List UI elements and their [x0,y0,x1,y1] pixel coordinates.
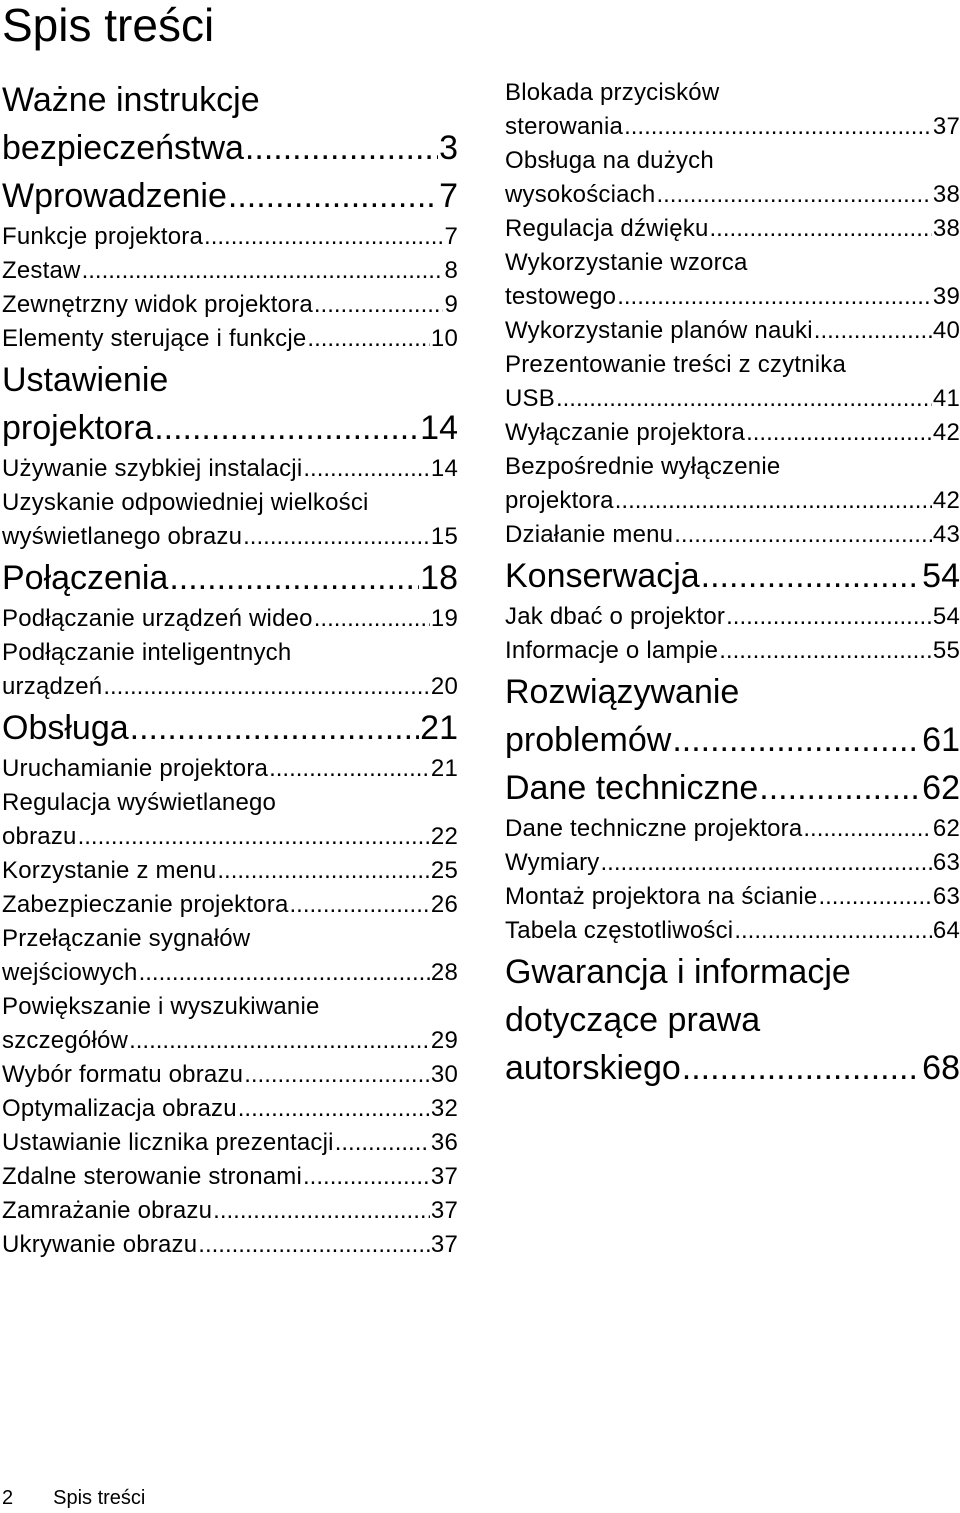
toc-section[interactable] [505,600,960,634]
toc-chapter[interactable] [2,76,458,172]
dot-leader [169,554,419,602]
toc-page-number: 25 [430,857,458,884]
dot-leader [335,1126,430,1160]
toc-section[interactable] [505,416,960,450]
dot-leader [204,220,443,254]
toc-entry-title: Zewnętrzny widok projektora [2,291,313,318]
toc-page-number: 15 [430,523,458,550]
dot-leader [243,520,430,554]
toc-entry-title: Połączenia [2,559,169,597]
dot-leader [307,322,429,356]
dot-leader [228,172,438,220]
toc-page-number: 29 [430,1027,458,1054]
toc-page-number: 43 [932,521,960,548]
toc-entry-title-line: Obsługa na dużych [505,147,714,174]
toc-entry-title-line: Wykorzystanie wzorca [505,249,748,276]
footer-section-title: Spis treści [53,1487,146,1509]
toc-entry-title: Informacje o lampie [505,637,719,664]
toc-entry-title: projektora [505,487,614,514]
toc-entry-title-line: Podłączanie inteligentnych [2,639,292,666]
dot-leader [656,178,931,212]
toc-entry-title: obrazu [2,823,77,850]
toc-section[interactable] [505,314,960,348]
dot-leader [672,716,921,764]
toc-entry-title-line: dotyczące prawa [505,1001,761,1039]
toc-entry-title: wyświetlanego obrazu [2,523,243,550]
toc-chapter[interactable] [505,552,960,600]
toc-page-number: 7 [444,223,458,250]
toc-section[interactable] [2,322,458,356]
toc-section[interactable] [2,486,458,554]
toc-entry-title: urządzeń [2,673,103,700]
dot-leader [818,880,931,914]
toc-chapter[interactable] [505,668,960,764]
toc-page-number: 37 [932,113,960,140]
dot-leader [814,314,932,348]
toc-page-number: 28 [430,959,458,986]
toc-section[interactable] [505,812,960,846]
toc-chapter[interactable] [2,172,458,220]
toc-chapter[interactable] [2,704,458,752]
toc-section[interactable] [2,1160,458,1194]
toc-entry-title: wejściowych [2,959,138,986]
toc-page-number: 8 [444,257,458,284]
dot-leader [314,288,444,322]
toc-page-number: 21 [430,755,458,782]
dot-leader [82,254,444,288]
toc-entry-title: Podłączanie urządzeń wideo [2,605,313,632]
dot-leader [556,382,932,416]
toc-entry-title: Funkcje projektora [2,223,204,250]
dot-leader [803,812,932,846]
toc-section[interactable] [2,602,458,636]
toc-column-right [505,76,960,1092]
toc-section[interactable] [505,450,960,518]
toc-page-number: 22 [430,823,458,850]
dot-leader [238,1092,430,1126]
toc-page-number: 54 [922,557,960,595]
toc-page-number: 63 [932,883,960,910]
toc-entry-title-line: Bezpośrednie wyłączenie [505,453,781,480]
toc-chapter[interactable] [2,356,458,452]
toc-page-number: 37 [430,1197,458,1224]
toc-entry-title: Wprowadzenie [2,177,227,215]
toc-entry-title: Elementy sterujące i funkcje [2,325,307,352]
toc-entry-title-line: Rozwiązywanie [505,673,740,711]
dot-leader [682,1044,921,1092]
toc-entry-title-line: Uzyskanie odpowiedniej wielkości [2,489,369,516]
toc-page-number: 3 [439,129,458,167]
toc-section[interactable] [2,786,458,854]
toc-section[interactable] [505,246,960,314]
toc-section[interactable] [505,348,960,416]
toc-chapter[interactable] [505,764,960,812]
toc-entry-title-line: Ważne instrukcje [2,81,260,119]
footer-page-number: 2 [2,1487,14,1509]
toc-page-number: 9 [444,291,458,318]
toc-entry-title-line: Blokada przycisków [505,79,720,106]
toc-page-number: 37 [430,1163,458,1190]
dot-leader [303,1160,430,1194]
dot-leader [245,124,438,172]
toc-section[interactable] [505,880,960,914]
toc-page-number: 10 [430,325,458,352]
toc-entry-title-line: Ustawienie [2,361,169,399]
dot-leader [746,416,932,450]
toc-page-number: 61 [922,721,960,759]
toc-section[interactable] [2,888,458,922]
toc-page-number: 64 [932,917,960,944]
toc-section[interactable] [505,634,960,668]
dot-leader [303,452,430,486]
toc-entry-title: Konserwacja [505,557,700,595]
toc-entry-title: Działanie menu [505,521,674,548]
dot-leader [139,956,430,990]
toc-section[interactable] [2,636,458,704]
dot-leader [615,484,932,518]
toc-page-number: 55 [932,637,960,664]
toc-page-number: 42 [932,487,960,514]
dot-leader [710,212,932,246]
toc-page-number: 18 [420,559,458,597]
toc-entry-title-line: Gwarancja i informacje [505,953,851,991]
toc-page-number: 38 [932,215,960,242]
toc-page-number: 39 [932,283,960,310]
toc-page-number: 26 [430,891,458,918]
toc-entry-title: wysokościach [505,181,656,208]
toc-page-number: 62 [932,815,960,842]
toc-page-number: 37 [430,1231,458,1258]
toc-entry-title: szczegółów [2,1027,129,1054]
toc-entry-title: autorskiego [505,1049,681,1087]
toc-section[interactable] [505,212,960,246]
dot-leader [734,914,932,948]
toc-section[interactable] [505,144,960,212]
dot-leader [314,602,430,636]
toc-entry-title: Ukrywanie obrazu [2,1231,198,1258]
dot-leader [129,1024,430,1058]
toc-page-number: 40 [932,317,960,344]
toc-entry-title: Regulacja dźwięku [505,215,709,242]
dot-leader [198,1228,430,1262]
dot-leader [674,518,932,552]
toc-section[interactable] [2,922,458,990]
toc-page-number: 14 [430,455,458,482]
dot-leader [78,820,430,854]
toc-page-number: 7 [439,177,458,215]
toc-section[interactable] [2,254,458,288]
toc-page-number: 41 [932,385,960,412]
toc-section[interactable] [505,846,960,880]
toc-page-number: 32 [430,1095,458,1122]
toc-section[interactable] [2,990,458,1058]
toc-entry-title: Ustawianie licznika prezentacji [2,1129,334,1156]
toc-section[interactable] [2,220,458,254]
toc-chapter[interactable] [2,554,458,602]
dot-leader [213,1194,430,1228]
toc-page-number: 38 [932,181,960,208]
toc-section[interactable] [505,518,960,552]
toc-page-number: 63 [932,849,960,876]
toc-section[interactable] [2,752,458,786]
toc-entry-title: Zabezpieczanie projektora [2,891,289,918]
toc-entry-title: bezpieczeństwa [2,129,244,167]
dot-leader [759,764,921,812]
toc-entry-title: Montaż projektora na ścianie [505,883,818,910]
toc-entry-title: Dane techniczne projektora [505,815,803,842]
toc-entry-title: Wykorzystanie planów nauki [505,317,813,344]
toc-entry-title: problemów [505,721,672,759]
toc-entry-title-line: Regulacja wyświetlanego [2,789,277,816]
dot-leader [617,280,932,314]
toc-entry-title: Optymalizacja obrazu [2,1095,237,1122]
toc-chapter[interactable] [505,948,960,1092]
toc-page-number: 54 [932,603,960,630]
toc-page-number: 62 [922,769,960,807]
toc-page-number: 21 [420,709,458,747]
toc-entry-title: testowego [505,283,617,310]
toc-section[interactable] [2,1126,458,1160]
toc-section[interactable] [2,288,458,322]
toc-column-left [2,76,458,1262]
dot-leader [701,552,922,600]
dot-leader [217,854,430,888]
toc-section[interactable] [505,914,960,948]
toc-entry-title-line: Powiększanie i wyszukiwanie [2,993,320,1020]
toc-entry-title: Zestaw [2,257,81,284]
toc-page-number: 14 [420,409,458,447]
toc-page-number: 30 [430,1061,458,1088]
toc-page-number: 68 [922,1049,960,1087]
toc-page-number: 42 [932,419,960,446]
toc-section[interactable] [2,1228,458,1262]
dot-leader [130,704,420,752]
toc-entry-title: Wybór formatu obrazu [2,1061,244,1088]
toc-entry-title: Korzystanie z menu [2,857,217,884]
dot-leader [726,600,932,634]
toc-entry-title: USB [505,385,555,412]
toc-entry-title-line: Prezentowanie treści z czytnika [505,351,847,378]
dot-leader [269,752,430,786]
toc-entry-title: sterowania [505,113,624,140]
toc-section[interactable] [2,452,458,486]
toc-entry-title: Zdalne sterowanie stronami [2,1163,303,1190]
page-title: Spis treści [2,0,215,51]
dot-leader [719,634,932,668]
toc-page-number: 19 [430,605,458,632]
dot-leader [244,1058,430,1092]
toc-section[interactable] [2,1194,458,1228]
toc-entry-title: Obsługa [2,709,129,747]
toc-section[interactable] [2,1092,458,1126]
toc-section[interactable] [2,854,458,888]
toc-entry-title: Wymiary [505,849,600,876]
toc-entry-title-line: Przełączanie sygnałów [2,925,251,952]
toc-entry-title: Dane techniczne [505,769,759,807]
toc-entry-title: Tabela częstotliwości [505,917,734,944]
dot-leader [624,110,932,144]
dot-leader [290,888,430,922]
toc-entry-title: Zamrażanie obrazu [2,1197,213,1224]
dot-leader [601,846,932,880]
toc-page-number: 20 [430,673,458,700]
toc-page-number: 36 [430,1129,458,1156]
toc-entry-title: projektora [2,409,154,447]
dot-leader [103,670,430,704]
toc-entry-title: Jak dbać o projektor [505,603,726,630]
toc-section[interactable] [2,1058,458,1092]
toc-section[interactable] [505,76,960,144]
page-footer [2,1484,145,1512]
toc-entry-title: Wyłączanie projektora [505,419,746,446]
toc-entry-title: Uruchamianie projektora [2,755,269,782]
toc-entry-title: Używanie szybkiej instalacji [2,455,303,482]
dot-leader [154,404,419,452]
